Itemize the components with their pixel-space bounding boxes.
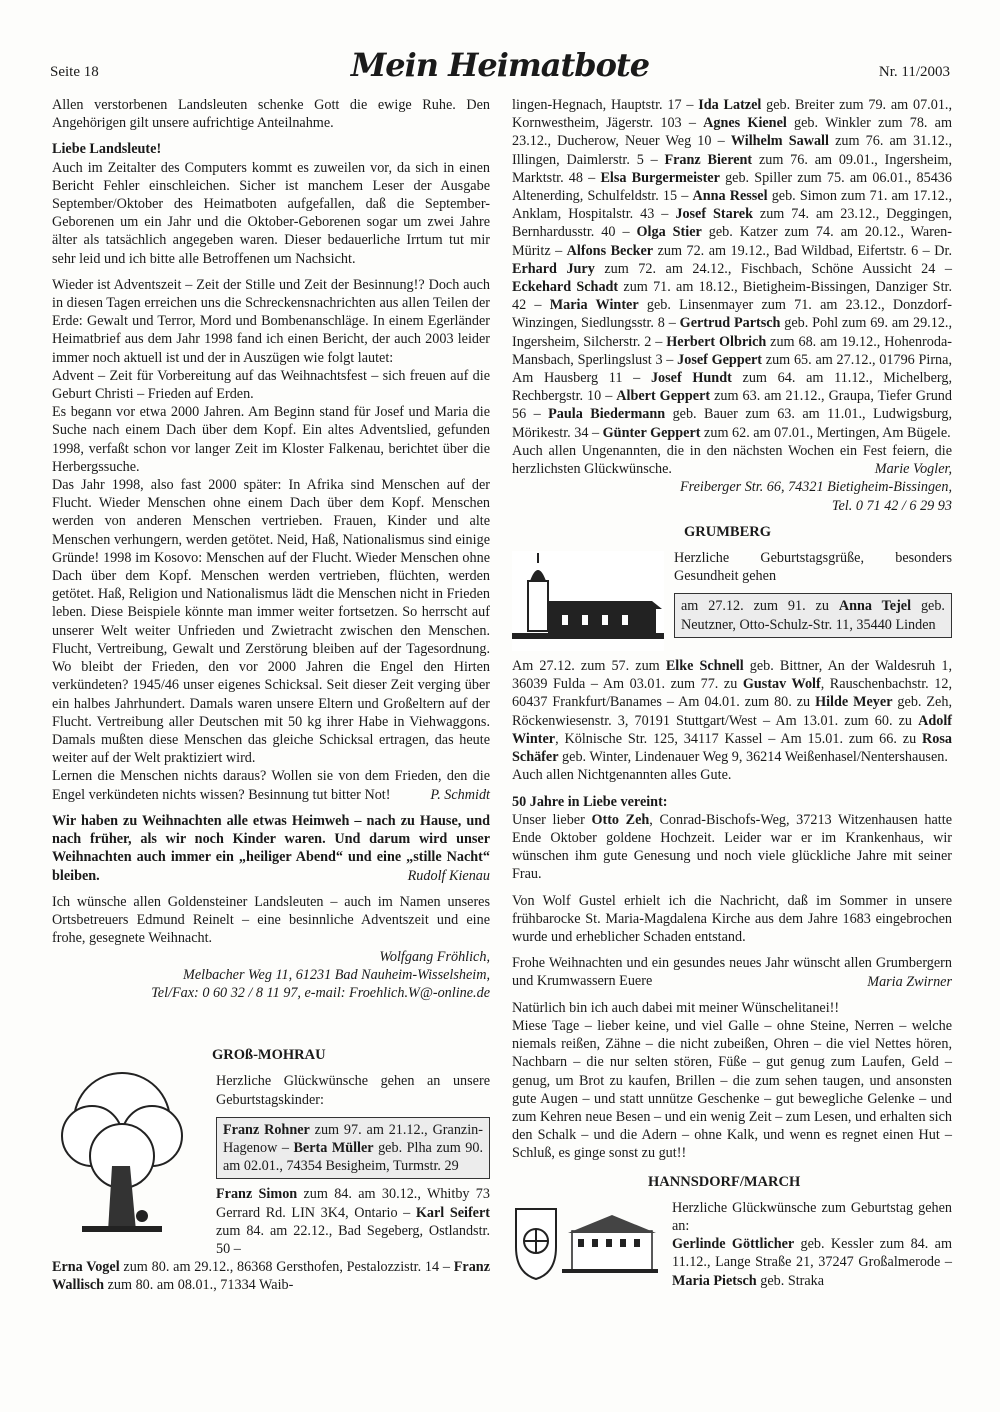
paragraph: Miese Tage – lieber keine, und viel Galle – ohne Steine, Nerren – welche niemals reißen, Zähne – die nicht zubeißen, Ohren – die viel Nettes hören, Nachbarn – die nur selten stören, Füße – gut genug zum Laufen, Geld – genug, um Brot zu kaufen, Brillen – die zum sehen taugen, und ansonsten gute Augen – und statt unnütze Geschenke – gut bewegliche Gelenke – und zum Kehren neue Besen – und ein wenig Zeit – zum Lesen, und erhalten sich den Schalk – und die Adern – ohne Kalk, und wenn es regnet einen Hut – Schluß, es ginge sonst zu gut!! xyxy=(512,1017,952,1162)
right-column xyxy=(512,96,952,1290)
paragraph: Advent – Zeit für Vorbereitung auf das Weihnachtsfest – sich freuen auf die Geburt Christi – Frieden auf Erden. xyxy=(52,367,490,403)
birthday-list: lingen-Hegnach, Hauptstr. 17 – Ida Latzel geb. Breiter zum 79. am 07.01., Kornwestheim, Jägerstr. 103 – Agnes Kienel geb. Winkler zum 78. am 23.12., Ducherow, Neuer Weg 10 – Wilhelm Sawall zum 76. am 31.12., Illingen, Daimlerstr. 5 – Franz Bierent zum 76. am 09.01., Ingersheim, Marktstr. 48 – Elsa Burgermeister geb. Spiller zum 75. am 06.01., 85436 Altenerding, Schulfeldstr. 15 – Anna Ressel geb. Simon zum 71. am 17.12., Anklam, Hospitalstr. 43 – Josef Starek zum 74. am 23.12., Deggingen, Bernhardusstr. 40 – Olga Stier geb. Katzer zum 74. am 20.12., Waren-Müritz – Alfons Becker zum 72. am 19.12., Bad Wildbad, Eifertstr. 6 – Dr. Erhard Jury zum 72. am 24.12., Fischbach, Schöne Aussicht 24 – Eckehard Schadt zum 71. am 18.12., Bietigheim-Bissingen, Danziger Str. 42 – Maria Winter geb. Linsenmayer zum 71. am 23.12., Donzdorf-Winzingen, Siedlungsstr. 8 – Gertrud Partsch geb. Pohl zum 69. am 29.12., Ingersheim, Silcherstr. 2 – Herbert Olbrich zum 68. am 19.12., Hohenroda-Mansbach, Sperlingslust 3 – Josef Geppert zum 65. am 27.12., 01796 Pirna, Am Hausberg 11 – Josef Hundt zum 64. am 11.12., Michelberg, Rechbergstr. 10 – Albert Geppert zum 63. am 21.12., Graupa, Tiefer Grund 56 – Paula Biedermann geb. Bauer zum 63. am 11.01., Ludwigsburg, Mörikestr. 34 – Günter Geppert zum 62. am 07.01., Mertingen, Am Bügele. xyxy=(512,97,953,441)
birthday-list: Franz Simon zum 84. am 30.12., Whitby 73 Gerrard Rd. LIN 3K4, Ontario – Karl Seifert zum 84. am 22.12., Bad Segeberg, Ostlandstr. 50 – xyxy=(216,1186,490,1257)
heading-liebe-landsleute: Liebe Landsleute! xyxy=(52,141,162,158)
birthday-list: Gerlinde Göttlicher geb. Kessler zum 84. am 11.12., Lange Straße 21, 37247 Großalmerode – Maria Pietsch geb. Straka xyxy=(672,1236,952,1289)
page-header xyxy=(50,46,950,90)
paragraph: Lernen die Menschen nichts daraus? Wollen sie von dem Frieden, den die Engel verkündeten nichts wissen? Besinnung tut bitter Not! xyxy=(52,768,490,803)
paragraph: Auch allen Ungenannten, die in den nächsten Wochen ein Fest feiern, die herzlichsten Glückwünsche. xyxy=(512,442,952,478)
paragraph: Auch im Zeitalter des Computers kommt es zuweilen vor, da sich in einen Bericht Fehler einschleichen. Sicher ist manchem Leser der Ausgabe September/Oktober des Heimatboten aufgefallen, daß die September-Geborenen um ein Jahr und die Oktober-Geborenen sogar um zwei Jahre älter als tatsächlich angegeben waren. Dieser bedauerliche Irrtum tut mir sehr leid und ich bitte alle Betroffenen um Nachsicht. xyxy=(52,159,490,267)
christmas-quote: Wir haben zu Weihnachten alle etwas Heimweh – nach zu Hause, und nach früher, als wir noch Kinder waren. Und darum wird unser Weihnachten auch immer ein „heiliger Abend“ und eine „stille Nacht“ bleiben. xyxy=(52,812,490,884)
church-icon xyxy=(512,551,664,651)
tree-icon xyxy=(52,1066,192,1246)
signature-address: Melbacher Weg 11, 61231 Bad Nauheim-Wisselsheim, xyxy=(183,966,490,983)
paragraph: Es begann vor etwa 2000 Jahren. Am Beginn stand für Josef und Maria die Suche nach einem Dach über dem Kopf. Ein altes Adventslied, gefunden 1998, verfaßt schon vor langer Zeit im Kloster Falkenau, berichtet über die Herbergssuche. xyxy=(52,404,490,475)
issue-number: Nr. 11/2003 xyxy=(878,64,950,80)
section-title: HANNSDORF/MARCH xyxy=(648,1173,801,1190)
section-hannsdorf-march xyxy=(512,1173,952,1290)
highlight-box: Franz Rohner zum 97. am 21.12., Granzin-Hagenow – Berta Müller geb. Plha zum 90. am 02.01., 74354 Besigheim, Turmstr. 29 xyxy=(216,1117,490,1180)
section-intro: Herzliche Glückwünsche gehen an unsere Geburtstagskinder: xyxy=(216,1073,490,1108)
signature-kienau: Rudolf Kienau xyxy=(407,867,490,884)
left-column xyxy=(52,96,490,1295)
highlight-box: am 27.12. zum 91. zu Anna Tejel geb. Neutzner, Otto-Schulz-Str. 11, 35440 Linden xyxy=(674,593,952,637)
section-intro: Herzliche Geburtstagsgrüße, besonders Gesundheit gehen xyxy=(674,550,952,585)
paragraph: Unser lieber Otto Zeh, Conrad-Bischofs-Weg, 37213 Witzenhausen hatte Ende Oktober goldene Hochzeit. Leider war er im Krankenhaus, wir wünschen ihm gute Genesung und noch viele glückliche Jahre mit seiner Frau. xyxy=(512,811,952,883)
paragraph: Auch allen Nichtgenannten alles Gute. xyxy=(512,767,732,784)
paragraph: Ich wünsche allen Goldensteiner Landsleuten – auch im Namen unseres Ortsbetreuers Edmund Reinelt – eine besinnliche Adventszeit und eine frohe, gesegnete Weihnacht. xyxy=(52,893,490,947)
paragraph: Natürlich bin ich auch dabei mit meiner Wünschelitanei!! xyxy=(512,999,840,1016)
section-gross-mohrau xyxy=(52,1046,490,1294)
section-grumberg xyxy=(512,523,952,1163)
section-title: GRUMBERG xyxy=(684,523,771,540)
paragraph: Von Wolf Gustel erhielt ich die Nachricht, daß im Sommer in unsere frühbarocke St. Maria-Magdalena Kirche aus dem Jahre 1683 eingebrochen wurde und erheblicher Schaden entstand. xyxy=(512,892,952,945)
signature-zwirner: Maria Zwirner xyxy=(867,973,952,990)
paragraph: Das Jahr 1998, also fast 2000 später: In Afrika sind Menschen auf der Flucht. Wieder Menschen ohne einem Dach über dem Kopf. Menschen werden von anderen Menschen vertrieben. Frauen, Kinder und alte Menschen verhungern, werden getötet. Neid, Haß, Nationalismus sind einige Gründe! 1998 im Kosovo: Menschen auf der Flucht. Wieder Menschen ohne Dach über dem Kopf. Menschen werden vertrieben, flüchten, werden getötet. Haß, Religion und Nationalismus lädt die Menschen nicht in Frieden leben. Diese Beispiele könnte man immer weiter fortsetzen. So herrscht auf unserer Welt weiter Unfrieden und Zwietracht zwischen den Menschen. Flucht, Vertreibung, Gewalt und Zerstörung bleiben auf der Tagesordnung. Wo bleibt der Frieden, den vor 2000 Jahren die Engel den Hirten verkündeten? 1945/46 unser eigenes Schicksal. Seit dieser Zeit verging über ein halbes Jahrhundert. Damals waren unsere Eltern und Großeltern auf der Flucht. Vertreibung aller Deutschen mit 50 kg ihrer Habe in Viehwaggons. Damals mußten diese Menschen das gleiche Schicksal ertragen, das heute weiter auf der Welt praktiziert wird. xyxy=(52,477,490,767)
signature-froehlich: Wolfgang Fröhlich, xyxy=(379,948,490,965)
section-title: GROß-MOHRAU xyxy=(212,1047,326,1064)
condolence: Allen verstorbenen Landsleuten schenke Gott die ewige Ruhe. Den Angehörigen gilt unsere aufrichtige Anteilnahme. xyxy=(52,97,490,132)
coat-of-arms-icon xyxy=(512,1203,662,1281)
heading-golden-wedding: 50 Jahre in Liebe vereint: xyxy=(512,793,668,810)
birthday-list-continued: Erna Vogel zum 80. am 29.12., 86368 Gersthofen, Pestalozzistr. 14 – Franz Wallisch zum 80. am 08.01., 71334 Waib- xyxy=(52,1259,490,1294)
signature-contact: Tel/Fax: 0 60 32 / 8 11 97, e-mail: Froehlich.W@-online.de xyxy=(151,984,490,1001)
signature-schmidt: P. Schmidt xyxy=(430,786,490,803)
page-number: Seite 18 xyxy=(50,64,99,80)
paragraph: Wieder ist Adventszeit – Zeit der Stille und Zeit der Besinnung!? Doch auch in diesen Tagen erreichen uns die Schreckensnachrichten aus allen Teilen der Erde: Gewalt und Terror, Mord und Bombenanschläge. In einem Egerländer Heimatbrief aus dem Jahr 1998 fand ich einen Bericht, der auch 2003 leider immer noch aktuell ist und der in Auszügen wie folgt lautet: xyxy=(52,276,490,366)
signature-phone: Tel. 0 71 42 / 6 29 93 xyxy=(831,497,952,514)
paragraph: Frohe Weihnachten und ein gesundes neues Jahr wünscht allen Grumbergern und Krumwassern Euere xyxy=(512,955,952,990)
birthday-list: Am 27.12. zum 57. zum Elke Schnell geb. Bittner, An der Waldesruh 1, 36039 Fulda – Am 03.01. zum 77. zu Gustav Wolf, Rauschenbachstr. 12, 60437 Frankfurt/Banames – Am 04.01. zum 80. zu Hilde Meyer geb. Zeh, Röckenwiesenstr. 3, 70191 Stuttgart/West – Am 13.01. zum 60. zu Adolf Winter, Kölnische Str. 125, 34117 Kassel – Am 15.01. zum 66. zu Rosa Schäfer geb. Winter, Lindenauer Weg 9, 36214 Weißenhasel/Nentershausen. xyxy=(512,658,952,766)
section-intro: Herzliche Glückwünsche zum Geburtstag gehen an: xyxy=(672,1199,952,1234)
masthead-logo: Mein Heimatbote xyxy=(350,46,650,84)
signature-vogler: Marie Vogler, xyxy=(874,461,952,478)
signature-address: Freiberger Str. 66, 74321 Bietigheim-Bissingen, xyxy=(679,479,952,496)
